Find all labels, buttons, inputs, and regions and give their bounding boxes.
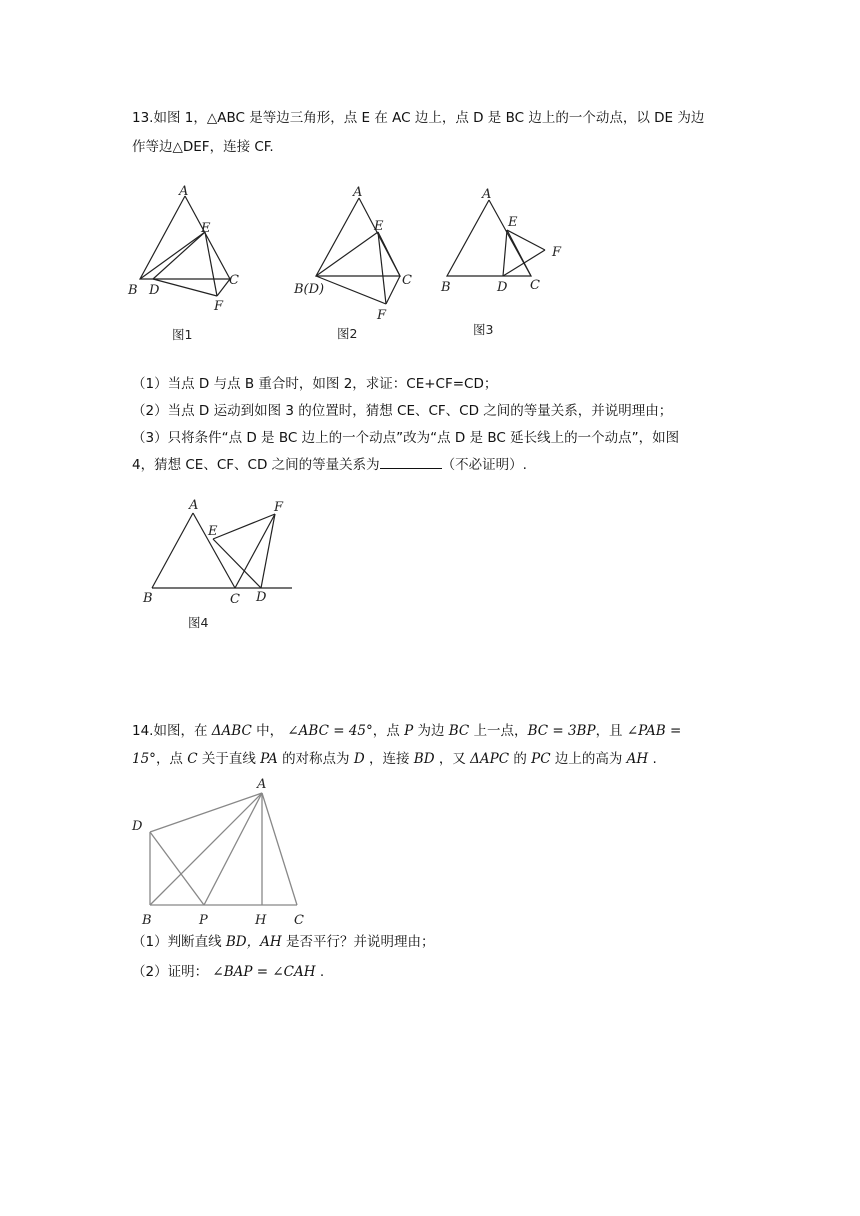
q14-math: ∠BAP = ∠CAH: [212, 964, 316, 980]
answer-blank: [380, 455, 442, 469]
q14-math: ΔABC: [211, 723, 252, 739]
q14-math: PC: [531, 751, 551, 767]
fig2-label-F: F: [377, 308, 387, 323]
q14-text: 的: [513, 751, 527, 767]
fig2-label-C: C: [402, 273, 412, 288]
fig1-label-B: B: [128, 283, 138, 298]
fig4-label-A: A: [189, 498, 199, 513]
q14-text: 的对称点为: [282, 751, 350, 767]
fig3-label-E: E: [508, 215, 518, 230]
fig3-label-D: D: [497, 280, 508, 295]
fig3-label-F: F: [552, 245, 562, 260]
fig2-caption: 图2: [337, 326, 358, 341]
q14-text: 中，: [256, 723, 284, 739]
q14-math: ∠PAB =: [626, 723, 682, 739]
q13-part3-text-a: 4，猜想 CE、CF、CD 之间的等量关系为: [132, 457, 380, 473]
q14-fig-label-A: A: [257, 777, 267, 792]
q14-fig-label-D: D: [132, 819, 143, 834]
q14-math: BD，AH: [225, 934, 282, 950]
fig1-label-E: E: [201, 221, 211, 236]
q14-fig-label-P: P: [199, 913, 208, 928]
fig4-label-F: F: [274, 500, 284, 515]
q14-math: BD: [413, 751, 435, 767]
q14-text: ，又: [438, 751, 466, 767]
q14-text: （2）证明：: [132, 964, 209, 980]
q14-text: 是否平行？并说明理由；: [285, 934, 435, 950]
q14-text: ，点: [372, 723, 400, 739]
q14-text: 关于直线: [201, 751, 256, 767]
q14-math: BC: [448, 723, 470, 739]
q14-fig-label-B: B: [142, 913, 152, 928]
fig4-caption: 图4: [188, 615, 209, 630]
fig3-label-B: B: [441, 280, 451, 295]
q13-part3-line1: （3）只将条件“点 D 是 BC 边上的一个动点”改为“点 D 是 BC 延长线上的一个动点”，如图: [132, 430, 680, 446]
figure-2: [292, 180, 422, 350]
fig3-caption: 图3: [473, 322, 494, 337]
q14-math: ΔAPC: [470, 751, 510, 767]
q14-part1: [132, 932, 434, 952]
fig3-label-C: C: [530, 278, 540, 293]
q14-math: P: [404, 723, 414, 739]
q14-text: ，点: [155, 751, 183, 767]
fig4-label-D: D: [256, 590, 267, 605]
fig1-label-D: D: [149, 283, 160, 298]
q14-line1: [132, 721, 681, 741]
fig1-label-F: F: [214, 299, 224, 314]
fig2-label-E: E: [374, 219, 384, 234]
q13-line2: 作等边△DEF，连接 CF.: [132, 139, 274, 155]
q14-fig-label-H: H: [255, 913, 267, 928]
q14-math: PA: [260, 751, 278, 767]
q14-math: D: [353, 751, 365, 767]
fig1-caption: 图1: [172, 327, 193, 342]
q14-text: （1）判断直线: [132, 934, 222, 950]
fig4-label-E: E: [208, 524, 218, 539]
q14-text: 上一点，: [473, 723, 528, 739]
q13-part3-text-b: （不必证明）.: [441, 457, 527, 473]
q13-part2: （2）当点 D 运动到如图 3 的位置时，猜想 CE、CF、CD 之间的等量关系，并说明理由；: [132, 403, 673, 419]
fig1-label-A: A: [179, 184, 189, 199]
q13-part1: （1）当点 D 与点 B 重合时，如图 2，求证：CE+CF=CD；: [132, 376, 498, 392]
fig4-label-B: B: [143, 591, 153, 606]
q14-math: C: [187, 751, 198, 767]
figure-1: [125, 180, 255, 350]
q14-text: 边上的高为: [554, 751, 623, 767]
q14-text: .: [652, 751, 657, 767]
fig1-label-C: C: [229, 273, 239, 288]
q14-part2: [132, 962, 324, 982]
q14-text: 为边: [417, 723, 445, 739]
q14-text: 14.如图，在: [132, 723, 208, 739]
figure-q14: [128, 772, 328, 937]
q13-line1: 13.如图 1，△ABC 是等边三角形，点 E 在 AC 边上，点 D 是 BC 边上的一个动点，以 DE 为边: [132, 110, 705, 126]
q14-math: AH: [626, 751, 649, 767]
q14-math: ∠ABC = 45°: [287, 723, 373, 739]
q14-math: 15°: [132, 751, 156, 767]
q14-text: .: [319, 964, 325, 980]
fig2-label-BD: B(D): [294, 282, 325, 297]
q14-text: ，且: [595, 723, 623, 739]
q14-text: ，连接: [368, 751, 410, 767]
fig2-label-A: A: [353, 185, 363, 200]
q14-fig-label-C: C: [294, 913, 304, 928]
q14-line2: [132, 749, 657, 769]
q13-part3-line2: [132, 455, 527, 475]
fig4-label-C: C: [230, 592, 240, 607]
figure-3: [435, 180, 575, 350]
figure-4: [135, 495, 305, 640]
fig3-label-A: A: [482, 187, 492, 202]
q14-math: BC = 3BP: [527, 723, 596, 739]
